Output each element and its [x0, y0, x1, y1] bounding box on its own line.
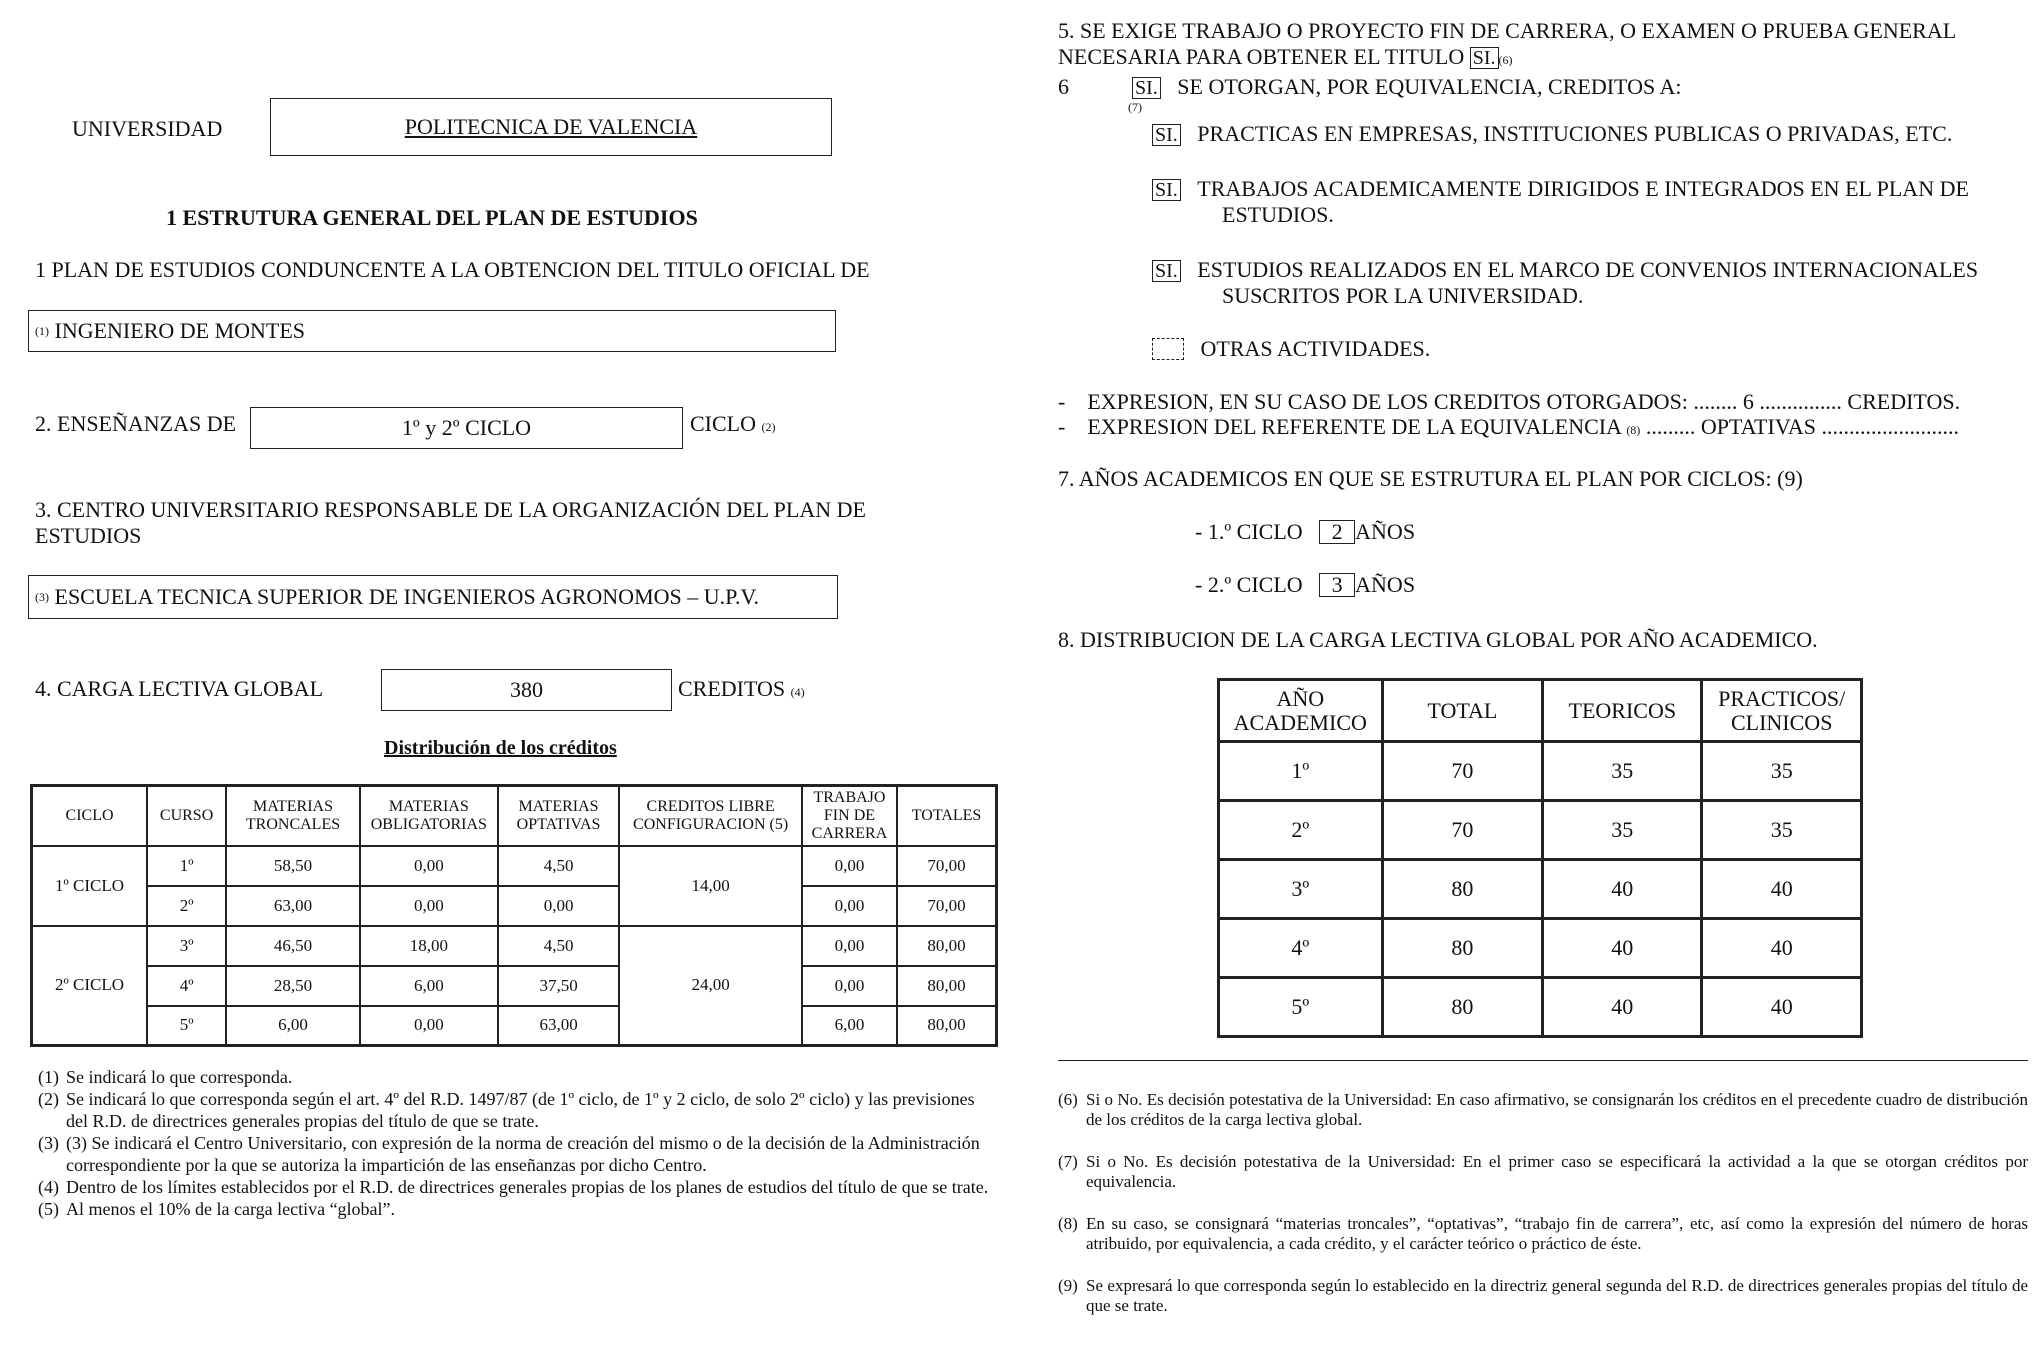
expr1-line: - EXPRESION, EN SU CASO DE LOS CREDITOS OTORGADOS: ........ 6 ............... CREDITOS. [1058, 389, 1961, 414]
q2-suffix [690, 411, 776, 440]
trabajo-cell: 0,00 [802, 966, 897, 1006]
year-cell: 1º [1219, 742, 1383, 801]
optativas-cell: 4,50 [498, 846, 620, 886]
footnote-divider [1058, 1060, 2028, 1061]
footnote [38, 1132, 998, 1176]
expr1-text: EXPRESION, EN SU CASO DE LOS CREDITOS OTORGADOS: ........ 6 ............... CREDITOS. [1087, 389, 1961, 414]
obligatorias-cell: 18,00 [360, 926, 498, 966]
q4-box [381, 669, 672, 711]
col-troncales: MATERIAS TRONCALES [226, 786, 360, 846]
footnote-text: Dentro de los límites establecidos por el R.D. de directrices generales propias de los planes de estudios del título de que se trate. [66, 1177, 989, 1197]
footnote [1058, 1276, 2028, 1316]
footnote [1058, 1090, 2028, 1130]
table-row [32, 1006, 997, 1046]
footnote-text: Se indicará lo que corresponda según el art. 4º del R.D. 1497/87 (de 1º ciclo, de 1º y 2 ciclo, de solo 2º ciclo) y las previsiones del R.D. de directrices generales propias del título de que se trate. [66, 1089, 975, 1131]
footnote-text: Si o No. Es decisión potestativa de la Universidad: En caso afirmativo, se consignarán los créditos en el precedente cuadro de distribución de los créditos de la carga lectiva global. [1086, 1090, 2028, 1129]
ciclo1-label: - 1.º CICLO [1195, 519, 1303, 544]
teoricos-cell: 35 [1543, 801, 1702, 860]
q1-ref: (1) [35, 324, 49, 338]
optativas-cell: 37,50 [498, 966, 620, 1006]
q3-ref: (3) [35, 590, 49, 604]
expr2-line: - EXPRESION DEL REFERENTE DE LA EQUIVALENCIA (8) ......... OPTATIVAS ......................... [1058, 414, 1960, 439]
col-obligatorias: MATERIAS OBLIGATORIAS [360, 786, 498, 846]
section-title: 1 ESTRUTURA GENERAL DEL PLAN DE ESTUDIOS [166, 205, 698, 230]
year-distribution-table [1217, 678, 1863, 1038]
ciclo1-row [1195, 519, 1415, 545]
option-text: OTRAS ACTIVIDADES. [1200, 336, 1431, 361]
table-row [32, 966, 997, 1006]
q2-ref: (2) [761, 420, 776, 434]
option-text: ESTUDIOS REALIZADOS EN EL MARCO DE CONVENIOS INTERNACIONALES [1197, 257, 1979, 282]
obligatorias-cell: 0,00 [360, 1006, 498, 1046]
empty-checkbox [1152, 338, 1184, 360]
option-text: PRACTICAS EN EMPRESAS, INSTITUCIONES PUBLICAS O PRIVADAS, ETC. [1197, 121, 1953, 146]
option-text: TRABAJOS ACADEMICAMENTE DIRIGIDOS E INTEGRADOS EN EL PLAN DE [1197, 176, 1969, 201]
q5-ref: (6) [1498, 53, 1513, 67]
q6-ref: (7) [1128, 100, 1142, 114]
option-mark: SI. [1152, 179, 1181, 201]
expr2-text: EXPRESION DEL REFERENTE DE LA EQUIVALENCIA [1087, 414, 1621, 439]
right-footnotes [1058, 1090, 2028, 1316]
q6-number: 6 [1058, 74, 1069, 99]
teoricos-cell: 40 [1543, 978, 1702, 1037]
table-row [1219, 801, 1862, 860]
col-trabajo: TRABAJO FIN DE CARRERA [802, 786, 897, 846]
credits-table-header [32, 786, 997, 846]
q1-box [28, 310, 836, 352]
q2-value: 1º y 2º CICLO [401, 415, 532, 440]
footnote-number: (6) [1058, 1090, 1078, 1109]
option-mark: SI. [1152, 124, 1181, 146]
universidad-value: POLITECNICA DE VALENCIA [404, 114, 698, 139]
q4-suffix-text: CREDITOS [678, 676, 786, 701]
col-libre: CREDITOS LIBRE CONFIGURACION (5) [619, 786, 801, 846]
totales-cell: 80,00 [897, 926, 996, 966]
teoricos-cell: 40 [1543, 919, 1702, 978]
table-row [32, 886, 997, 926]
footnote-number: (3) [38, 1133, 59, 1153]
footnote [38, 1088, 998, 1132]
footnote-number: (5) [38, 1199, 59, 1219]
table-row [32, 926, 997, 966]
ciclo1-years-box: 2 [1319, 520, 1355, 544]
footnote [38, 1176, 998, 1198]
year-table-header [1219, 680, 1862, 742]
credits-table [30, 784, 998, 1047]
expr2-ref: (8) [1626, 423, 1641, 437]
col-total: TOTAL [1382, 680, 1543, 742]
curso-cell: 2º [147, 886, 226, 926]
footnote [38, 1198, 998, 1220]
universidad-box [270, 98, 832, 156]
trabajo-cell: 0,00 [802, 846, 897, 886]
q5-line2-text: NECESARIA PARA OBTENER EL TITULO [1058, 44, 1465, 69]
q6-answer-box: SI. [1132, 77, 1161, 99]
col-practicos: PRACTICOS/ CLINICOS [1702, 680, 1862, 742]
table-row [1219, 978, 1862, 1037]
col-ano-academico: AÑO ACADEMICO [1219, 680, 1383, 742]
option-otras [1152, 336, 1430, 362]
q2-label: 2. ENSEÑANZAS DE [35, 411, 237, 436]
option-estudios-line2: SUSCRITOS POR LA UNIVERSIDAD. [1222, 283, 1584, 308]
col-teoricos: TEORICOS [1543, 680, 1702, 742]
distribution-title: Distribución de los créditos [384, 737, 617, 759]
obligatorias-cell: 6,00 [360, 966, 498, 1006]
cycle-2-cell: 2º CICLO [32, 926, 148, 1046]
q5-answer-box: SI. [1470, 47, 1499, 69]
q4-suffix [678, 676, 805, 705]
q8-label: 8. DISTRIBUCION DE LA CARGA LECTIVA GLOBAL POR AÑO ACADEMICO. [1058, 627, 1818, 652]
optativas-cell: 63,00 [498, 1006, 620, 1046]
optativas-cell: 4,50 [498, 926, 620, 966]
footnote-number: (2) [38, 1089, 59, 1109]
curso-cell: 1º [147, 846, 226, 886]
year-cell: 5º [1219, 978, 1383, 1037]
total-cell: 70 [1382, 742, 1543, 801]
table-row [1219, 742, 1862, 801]
q4-ref: (4) [790, 685, 805, 699]
q5-line1: 5. SE EXIGE TRABAJO O PROYECTO FIN DE CARRERA, O EXAMEN O PRUEBA GENERAL [1058, 18, 1957, 43]
footnote-number: (1) [38, 1067, 59, 1087]
footnote-number: (8) [1058, 1214, 1078, 1233]
option-trabajos [1152, 176, 1969, 202]
total-cell: 80 [1382, 978, 1543, 1037]
curso-cell: 3º [147, 926, 226, 966]
q3-label-line2: ESTUDIOS [35, 523, 142, 548]
footnote-text: Se indicará lo que corresponda. [66, 1067, 293, 1087]
expr2-value: ......... OPTATIVAS ......................... [1645, 414, 1960, 439]
option-mark: SI. [1152, 260, 1181, 282]
q3-box [28, 575, 838, 619]
footnote-text: Al menos el 10% de la carga lectiva “global”. [66, 1199, 396, 1219]
q2-box [250, 407, 683, 449]
footnote-number: (9) [1058, 1276, 1078, 1295]
troncales-cell: 63,00 [226, 886, 360, 926]
col-curso: CURSO [147, 786, 226, 846]
total-cell: 80 [1382, 860, 1543, 919]
cycle-1-cell: 1º CICLO [32, 846, 148, 926]
footnote-number: (7) [1058, 1152, 1078, 1171]
q3-value: ESCUELA TECNICA SUPERIOR DE INGENIEROS AGRONOMOS – U.P.V. [54, 584, 759, 609]
col-totales: TOTALES [897, 786, 996, 846]
q1-value: INGENIERO DE MONTES [54, 318, 306, 343]
q1-label: 1 PLAN DE ESTUDIOS CONDUNCENTE A LA OBTENCION DEL TITULO OFICIAL DE [35, 257, 870, 282]
totales-cell: 70,00 [897, 886, 996, 926]
table-row [1219, 860, 1862, 919]
practicos-cell: 40 [1702, 919, 1862, 978]
year-cell: 4º [1219, 919, 1383, 978]
troncales-cell: 58,50 [226, 846, 360, 886]
footnote-text: Si o No. Es decisión potestativa de la Universidad: En el primer caso se especificará la actividad a la que se otorgan créditos por equivalencia. [1086, 1152, 2028, 1191]
obligatorias-cell: 0,00 [360, 886, 498, 926]
q7-label: 7. AÑOS ACADEMICOS EN QUE SE ESTRUTURA EL PLAN POR CICLOS: (9) [1058, 466, 1803, 491]
trabajo-cell: 0,00 [802, 926, 897, 966]
universidad-label: UNIVERSIDAD [72, 116, 223, 141]
col-ciclo: CICLO [32, 786, 148, 846]
q4-label: 4. CARGA LECTIVA GLOBAL [35, 676, 324, 701]
footnote [1058, 1214, 2028, 1254]
ciclo1-anos: AÑOS [1355, 519, 1416, 544]
practicos-cell: 40 [1702, 978, 1862, 1037]
q5-line2 [1058, 44, 1513, 73]
teoricos-cell: 40 [1543, 860, 1702, 919]
option-estudios [1152, 257, 1978, 283]
curso-cell: 5º [147, 1006, 226, 1046]
ciclo2-years-box: 3 [1319, 573, 1355, 597]
q4-value: 380 [510, 677, 543, 702]
libre-cell-1: 14,00 [619, 846, 801, 926]
libre-cell-2: 24,00 [619, 926, 801, 1046]
total-cell: 80 [1382, 919, 1543, 978]
q6-line [1132, 74, 1682, 100]
col-optativas: MATERIAS OPTATIVAS [498, 786, 620, 846]
total-cell: 70 [1382, 801, 1543, 860]
totales-cell: 70,00 [897, 846, 996, 886]
obligatorias-cell: 0,00 [360, 846, 498, 886]
footnote-text: En su caso, se consignará “materias troncales”, “optativas”, “trabajo fin de carrera”, etc, así como la expresión del número de horas atribuido, por equivalencia, a cada crédito, y el carácter teórico o práctico de éste. [1086, 1214, 2028, 1253]
footnote-number: (4) [38, 1177, 59, 1197]
practicos-cell: 40 [1702, 860, 1862, 919]
footnote-text: (3) Se indicará el Centro Universitario, con expresión de la norma de creación del mismo o de la decisión de la Administración correspondiente por la que se autoriza la impartición de las enseñanzas por dicho Centro. [66, 1133, 980, 1175]
ciclo2-label: - 2.º CICLO [1195, 572, 1303, 597]
trabajo-cell: 6,00 [802, 1006, 897, 1046]
trabajo-cell: 0,00 [802, 886, 897, 926]
teoricos-cell: 35 [1543, 742, 1702, 801]
totales-cell: 80,00 [897, 966, 996, 1006]
footnote [38, 1066, 998, 1088]
year-cell: 3º [1219, 860, 1383, 919]
left-footnotes [38, 1066, 998, 1220]
curso-cell: 4º [147, 966, 226, 1006]
totales-cell: 80,00 [897, 1006, 996, 1046]
table-row [32, 846, 997, 886]
troncales-cell: 28,50 [226, 966, 360, 1006]
option-practicas [1152, 121, 1952, 147]
troncales-cell: 6,00 [226, 1006, 360, 1046]
option-trabajos-line2: ESTUDIOS. [1222, 202, 1334, 227]
year-cell: 2º [1219, 801, 1383, 860]
footnote-text: Se expresará lo que corresponda según lo establecido en la directriz general segunda del R.D. de directrices generales propias del título de que se trate. [1086, 1276, 2028, 1315]
footnote [1058, 1152, 2028, 1192]
q2-suffix-text: CICLO [690, 411, 756, 436]
table-row [1219, 919, 1862, 978]
q3-label-line1: 3. CENTRO UNIVERSITARIO RESPONSABLE DE LA ORGANIZACIÓN DEL PLAN DE [35, 497, 866, 522]
q6-label: SE OTORGAN, POR EQUIVALENCIA, CREDITOS A: [1177, 74, 1682, 99]
practicos-cell: 35 [1702, 742, 1862, 801]
troncales-cell: 46,50 [226, 926, 360, 966]
ciclo2-anos: AÑOS [1355, 572, 1416, 597]
ciclo2-row [1195, 572, 1415, 598]
optativas-cell: 0,00 [498, 886, 620, 926]
practicos-cell: 35 [1702, 801, 1862, 860]
